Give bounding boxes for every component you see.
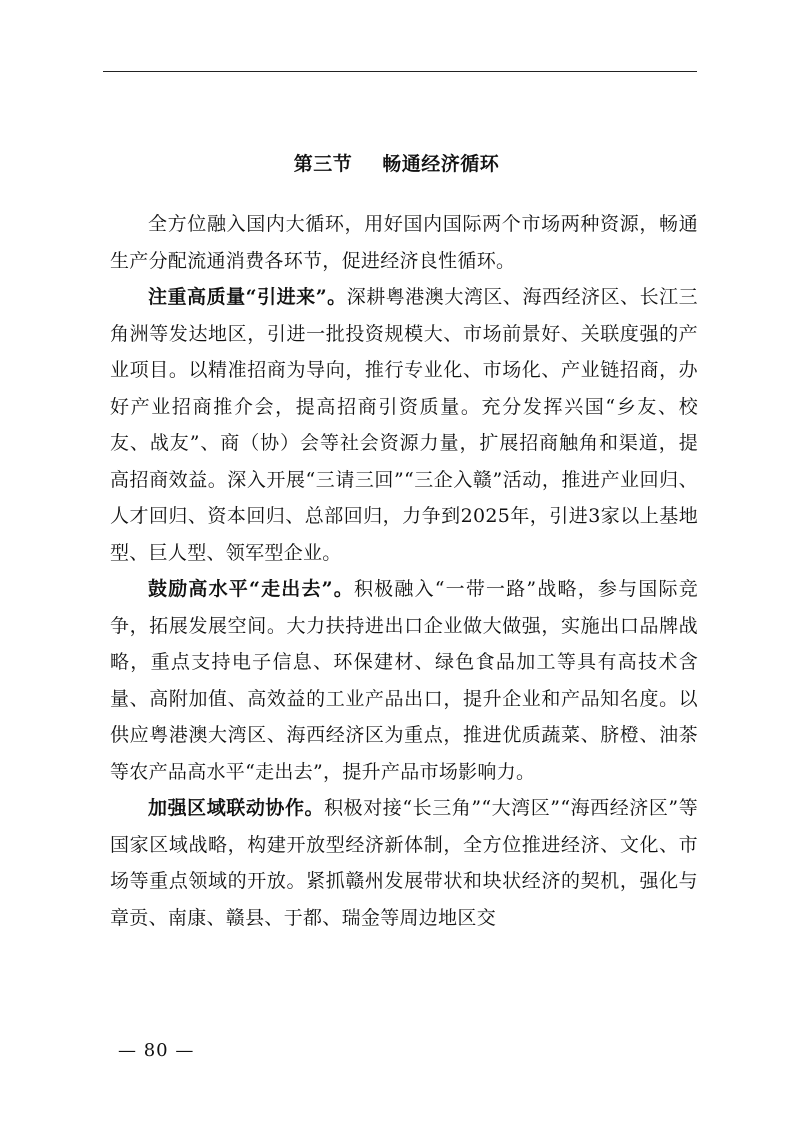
page-number: — 80 — (118, 1040, 195, 1061)
paragraph (110, 790, 698, 936)
paragraph-text: 全方位融入国内大循环，用好国内国际两个市场两种资源，畅通生产分配流通消费各环节，促进经济良性循环。 (110, 213, 698, 272)
paragraph-lead: 加强区域联动协作。 (148, 797, 325, 819)
paragraph-text: 积极对接“长三角”“大湾区”“海西经济区”等国家区域战略，构建开放型经济新体制，全方位推进经济、文化、市场等重点领域的开放。紧抓赣州发展带状和块状经济的契机，强化与章贡、南康、赣县、于都、瑞金等周边地区交 (110, 797, 699, 929)
paragraph-lead: 注重高质量“引进来”。 (148, 286, 347, 308)
paragraph (110, 571, 698, 790)
section-number: 第三节 (293, 153, 353, 175)
paragraph-lead: 鼓励高水平“走出去”。 (148, 578, 354, 600)
paragraph-text: 积极融入“一带一路”战略，参与国际竞争，拓展发展空间。大力扶持进出口企业做大做强，实施出口品牌战略，重点支持电子信息、环保建材、绿色食品加工等具有高技术含量、高附加值、高效益的工业产品出口，提升企业和产品知名度。以供应粤港澳大湾区、海西经济区为重点，推进优质蔬菜、脐橙、油茶等农产品高水平“走出去”，提升产品市场影响力。 (110, 578, 698, 783)
paragraph (110, 279, 698, 571)
section-title-text: 畅通经济循环 (382, 153, 500, 175)
section-heading (0, 152, 793, 176)
header-rule (103, 71, 697, 72)
paragraph (110, 206, 698, 279)
document-body (110, 206, 698, 936)
paragraph-text: 深耕粤港澳大湾区、海西经济区、长江三角洲等发达地区，引进一批投资规模大、市场前景好、关联度强的产业项目。以精准招商为导向，推行专业化、市场化、产业链招商，办好产业招商推介会，提高招商引资质量。充分发挥兴国“乡友、校友、战友”、商（协）会等社会资源力量，扩展招商触角和渠道，提高招商效益。深入开展“三请三回”“三企入赣”活动，推进产业回归、人才回归、资本回归、总部回归，力争到2025年，引进3家以上基地型、巨人型、领军型企业。 (110, 286, 698, 564)
